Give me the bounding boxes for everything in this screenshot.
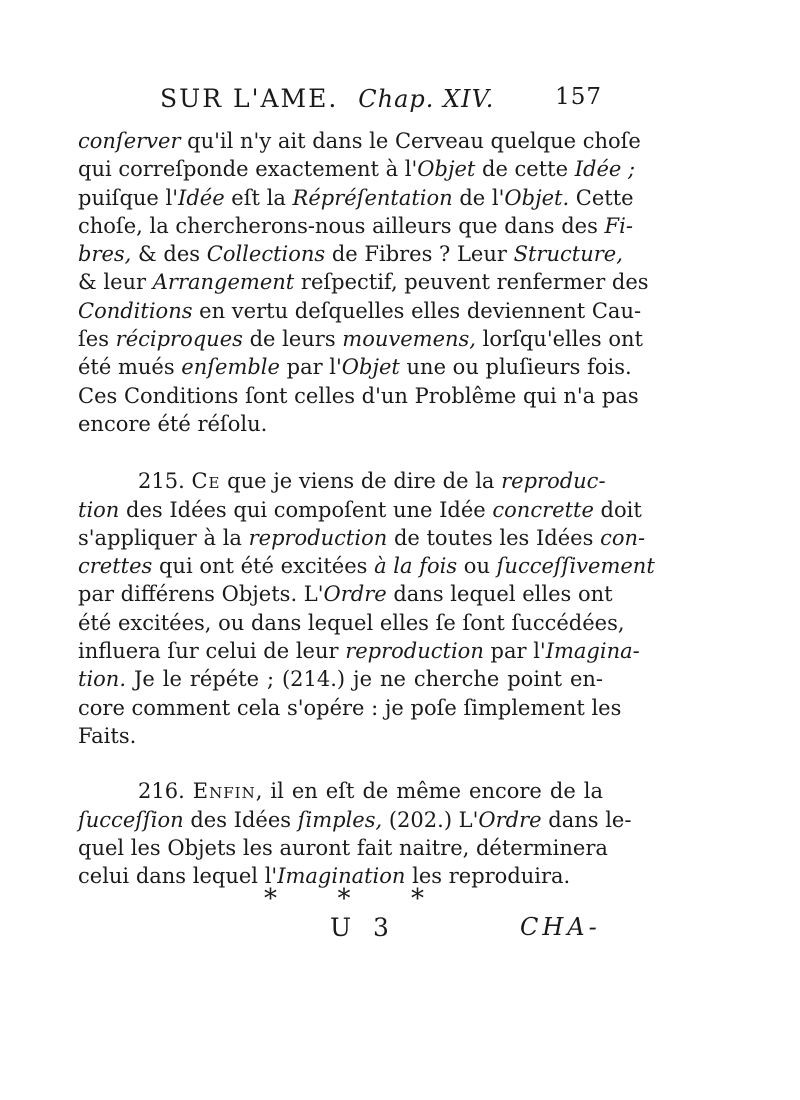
text-line (78, 325, 643, 353)
text-line (78, 834, 608, 862)
text-run: doit (593, 497, 642, 522)
text-run: puiſque l' (78, 185, 179, 210)
italic-run: reproduction (345, 639, 484, 664)
italic-run: con- (600, 525, 646, 550)
text-line (78, 382, 639, 410)
italic-run: tion (78, 497, 120, 522)
text-run: Ces Conditions ſont celles d'un Problême qui n'a pas (78, 383, 639, 408)
text-run: qui correſponde exactement à l' (78, 157, 418, 182)
ornament (264, 884, 424, 914)
text-line (78, 297, 642, 325)
italic-run: reproduction (248, 525, 388, 550)
text-run: quel les Objets les auront fait naitre, déterminera (78, 835, 608, 860)
italic-run: Arrangement (152, 270, 295, 295)
text-line (78, 524, 646, 552)
text-line (78, 665, 603, 693)
text-run: des Idées (183, 807, 298, 832)
text-run: ſes (78, 327, 116, 352)
italic-run: Ordre (478, 807, 542, 832)
text-run: qu'il n'y ait dans le Cerveau quelque choſe (180, 129, 641, 153)
text-run: (202.) L' (382, 807, 479, 832)
italic-run: Conditions (78, 298, 193, 323)
italic-run: Fi- (604, 213, 633, 238)
text-run: par l' (279, 355, 342, 380)
text-run: 216. (138, 779, 193, 804)
asterisk: * (411, 884, 424, 914)
text-run: de cette (475, 157, 575, 182)
text-run: de toutes les Idées (387, 525, 601, 550)
text-run: dans lequel elles ont (386, 582, 613, 607)
text-line (78, 552, 655, 580)
small-caps-run: Ce (191, 469, 221, 494)
paragraph (78, 127, 649, 438)
text-run: & leur (78, 270, 153, 295)
text-run: été mués (78, 355, 182, 380)
text-run: de l' (452, 185, 505, 210)
italic-run: Objet (417, 157, 476, 182)
text-run: des Idées qui compoſent une Idée (119, 497, 493, 522)
italic-run: reproduc- (501, 469, 606, 494)
text-line (78, 212, 633, 240)
text-line (78, 155, 636, 183)
text-run: les reproduira. (405, 864, 571, 889)
signature-mark: U 3 (330, 913, 396, 942)
italic-run: Collections (206, 242, 326, 267)
text-line (78, 777, 603, 805)
text-run: lorſqu'elles ont (476, 327, 643, 352)
text-line (78, 353, 632, 381)
text-line (78, 268, 649, 296)
text-run: choſe, la chercherons-nous ailleurs que dans des (78, 213, 605, 238)
text-run: influera ſur celui de leur (78, 639, 346, 664)
italic-run: Répréſentation (292, 185, 453, 210)
italic-run: à la fois (374, 554, 458, 579)
paragraph (78, 777, 632, 890)
text-run: & des (131, 242, 207, 267)
text-run: Faits. (78, 723, 137, 748)
text-run: que je viens de dire de la (220, 469, 502, 494)
text-run: eſt la (224, 185, 293, 210)
running-title: SUR L'AME. (160, 84, 339, 113)
text-line (78, 240, 623, 268)
italic-run: Imagina- (545, 639, 640, 664)
text-line (78, 637, 640, 665)
italic-run: ſimples, (297, 807, 383, 832)
text-line (78, 580, 613, 608)
italic-run: Idée (178, 185, 225, 210)
italic-run: enſemble (181, 355, 280, 380)
text-run: dans le- (541, 807, 632, 832)
text-run: une ou pluſieurs fois. (399, 355, 632, 380)
text-run: s'appliquer à la (78, 525, 249, 550)
text-line (78, 184, 634, 212)
text-body (78, 127, 655, 890)
text-line (78, 496, 642, 524)
text-run: par l' (483, 639, 546, 664)
text-run: de leurs (242, 327, 343, 352)
small-caps-run: Enfin (192, 779, 256, 804)
italic-run: réciproques (115, 327, 243, 352)
text-run: Je le répéte ; (214.) je ne cherche point en- (126, 667, 603, 692)
italic-run: mouvemens, (342, 327, 476, 352)
asterisk: * (337, 884, 351, 914)
italic-run: ſucceſſivement (496, 554, 655, 579)
text-run: 215. (138, 469, 192, 494)
text-run: Cette (569, 185, 634, 210)
text-run: en vertu deſquelles elles deviennent Cau- (192, 298, 642, 323)
text-run: de Fibres ? Leur (325, 242, 514, 267)
italic-run: Structure, (513, 242, 623, 267)
text-run: reſpectif, peuvent renfermer des (294, 270, 649, 295)
text-line (78, 694, 622, 722)
text-line (78, 806, 632, 834)
text-line (78, 467, 606, 495)
text-run: encore été réſolu. (78, 411, 268, 436)
text-run: par différens Objets. L' (78, 582, 324, 607)
text-run: celui dans lequel l' (78, 864, 278, 889)
italic-run: Objet (341, 355, 400, 380)
page-number: 157 (555, 84, 602, 110)
text-line (78, 722, 603, 750)
italic-run: ſucceſſion (78, 807, 184, 832)
italic-run: Objet. (504, 185, 570, 210)
catchword: CHA- (520, 913, 601, 941)
asterisk: * (264, 884, 277, 914)
text-run: , il en eſt de même encore de la (255, 779, 603, 804)
italic-run: conſerver (78, 129, 181, 153)
text-run: qui ont été excitées (152, 554, 375, 579)
text-line (78, 127, 641, 155)
running-header (160, 84, 602, 113)
text-line (78, 410, 603, 438)
paragraph (78, 467, 655, 750)
text-run: ou (457, 554, 497, 579)
text-line (78, 609, 625, 637)
chapter-label: Chap. XIV. (358, 85, 495, 113)
italic-run: Idée ; (574, 157, 636, 182)
text-run: core comment cela s'opére : je poſe ſimplement les (78, 695, 622, 720)
italic-run: tion. (78, 667, 126, 692)
italic-run: crettes (78, 554, 153, 579)
italic-run: bres, (78, 242, 132, 267)
text-run: été excitées, ou dans lequel elles ſe ſont ſuccédées, (78, 610, 625, 635)
italic-run: concrette (492, 497, 594, 522)
italic-run: Ordre (323, 582, 387, 607)
italic-run: Imagination (277, 864, 406, 889)
